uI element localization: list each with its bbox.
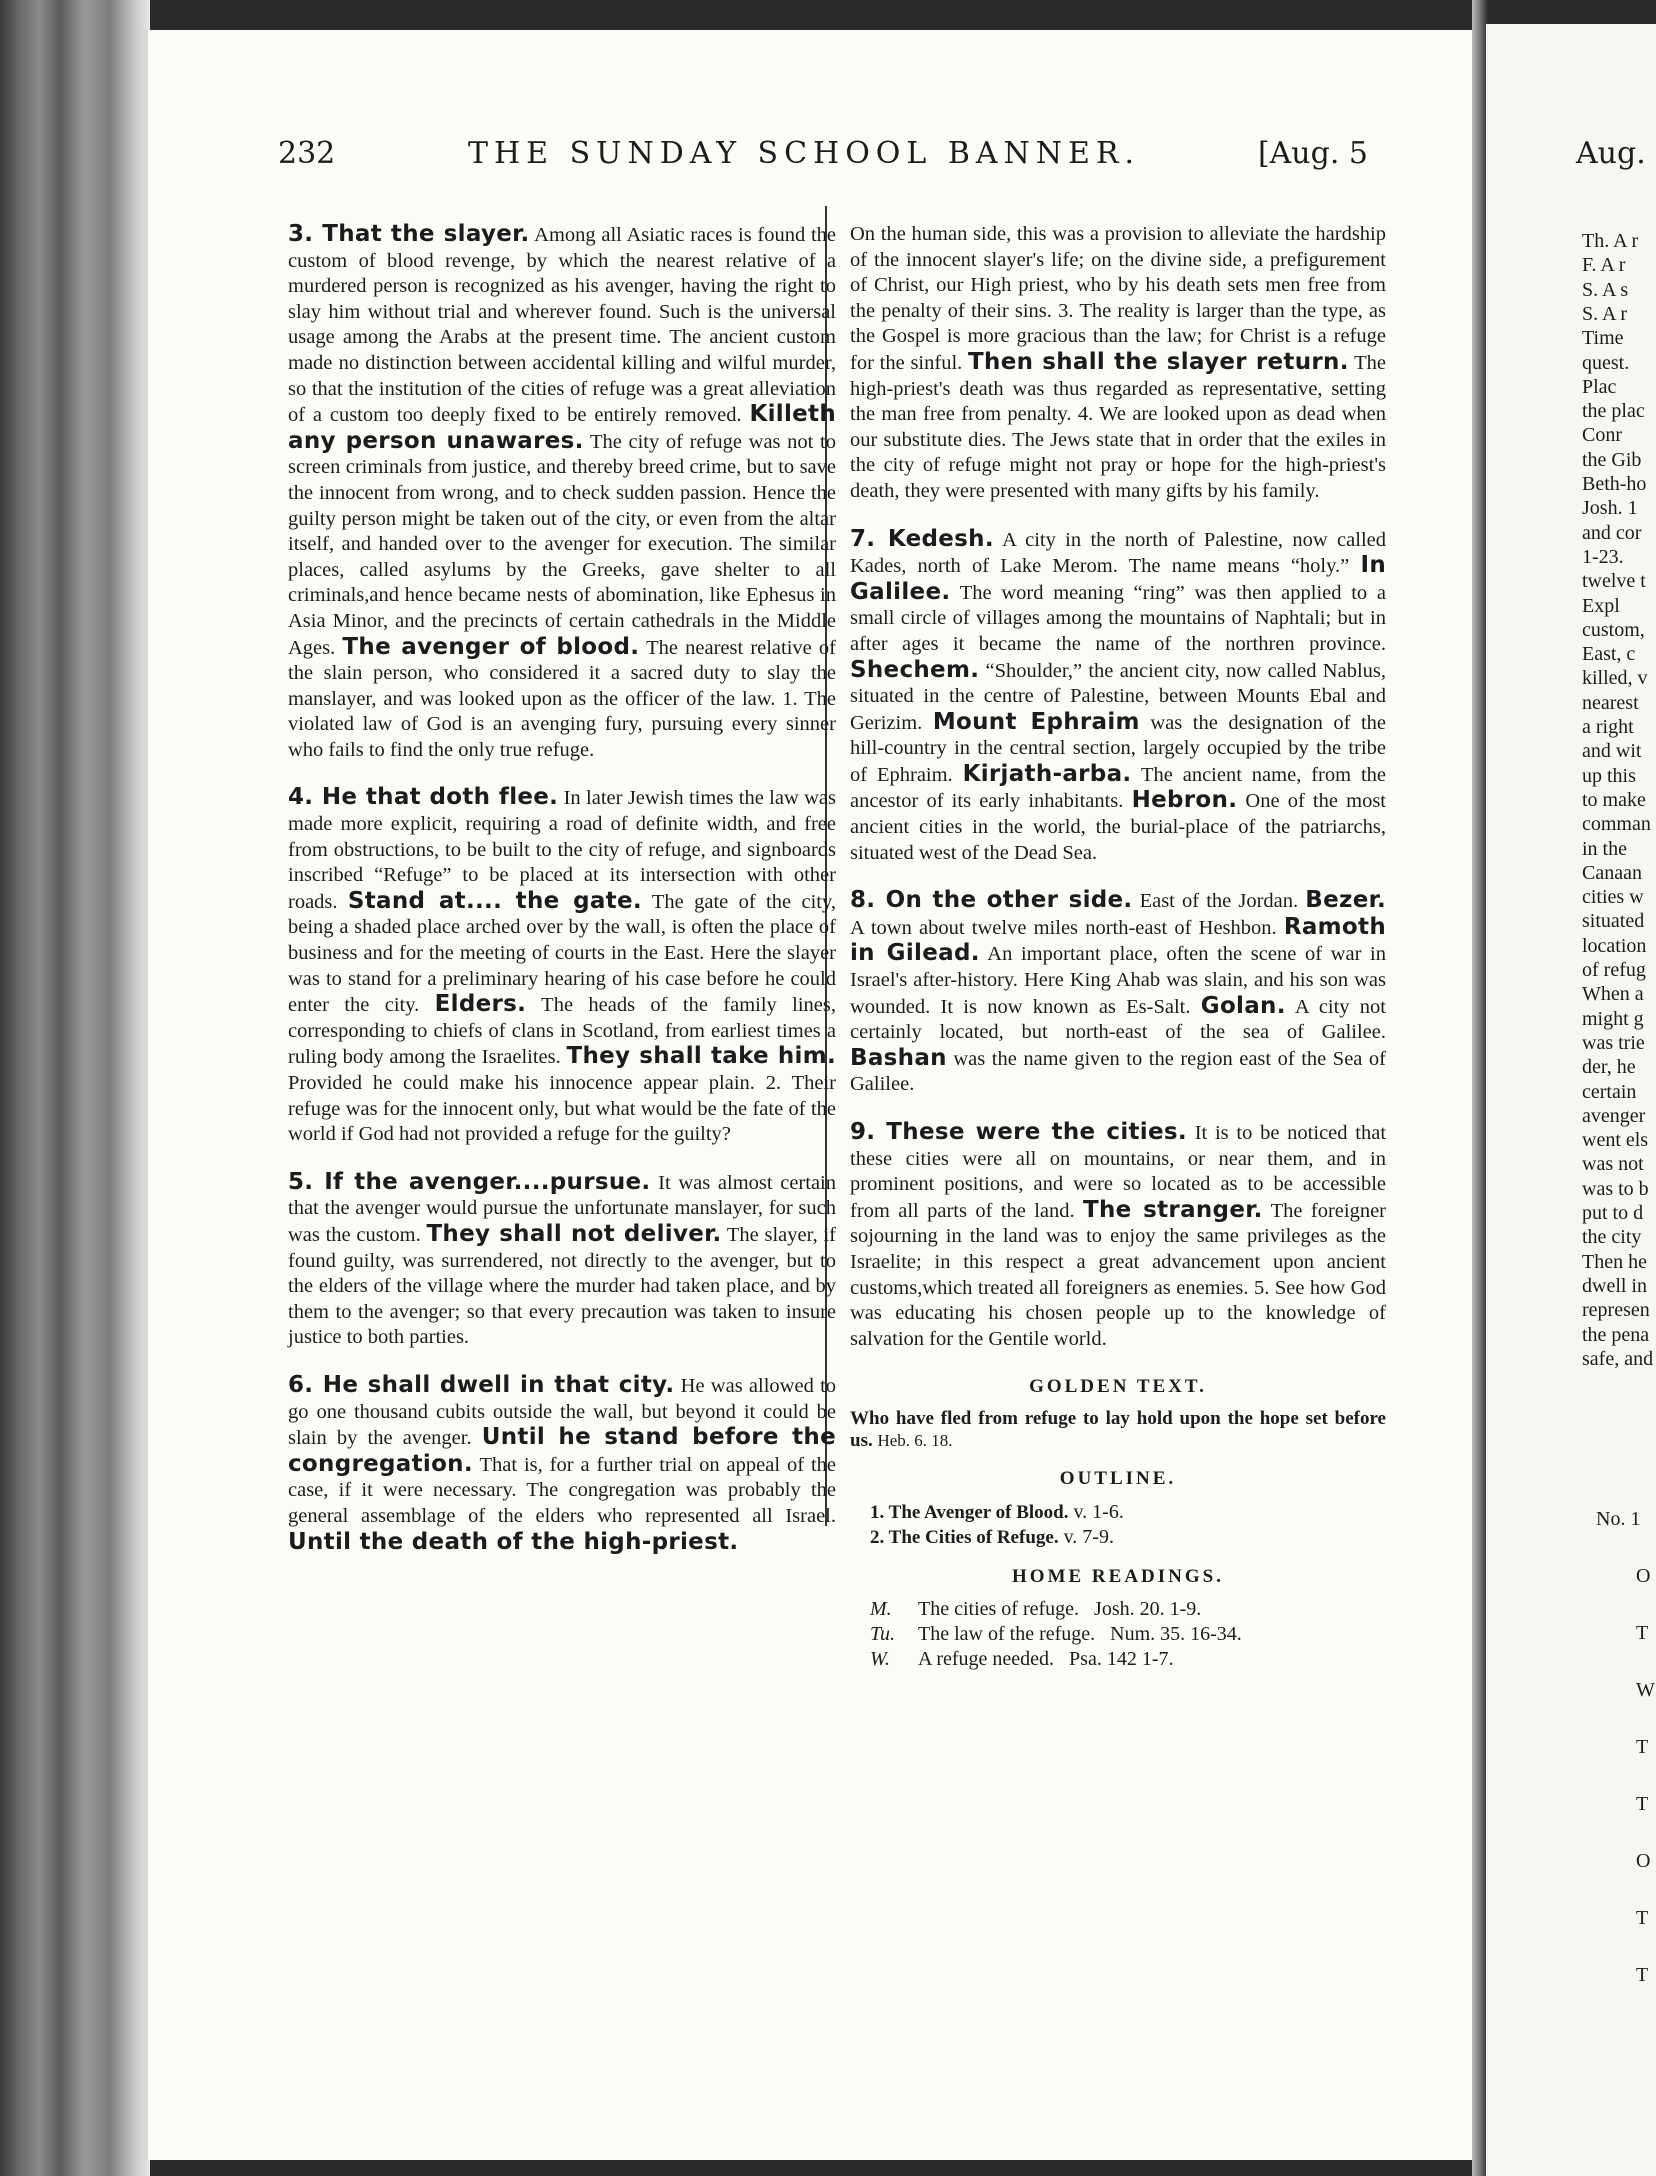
facing-page-line: T bbox=[1636, 1622, 1649, 1644]
facing-page-line: avenger bbox=[1582, 1104, 1646, 1127]
note-heading: The avenger of blood. bbox=[342, 633, 640, 660]
note-heading: Then shall the slayer return. bbox=[968, 348, 1349, 375]
note-text: The nearest relative of the slain person, who considered it a sacred duty to slay the manslayer, and was looked upon as the officer of the law. 1. The violated law of God is an avenging fury, pursuing every sinner who fails to find the only true refuge. bbox=[288, 636, 836, 761]
note-heading: 5. If the avenger....pursue. bbox=[288, 1168, 651, 1195]
facing-page-line: up this bbox=[1582, 764, 1636, 787]
reading-ref: Josh. 20. 1-9. bbox=[1094, 1598, 1202, 1621]
note-heading: Ramoth in Gilead. bbox=[850, 913, 1386, 967]
reading-day: M. bbox=[870, 1598, 892, 1621]
note-text: The slayer, if found guilty, was surrendered, not directly to the avenger, but to the elders of the village where the murder had taken place, and by them to the avenger; so that every precaution was taken to insure justice to both parties. bbox=[288, 1223, 836, 1349]
facing-page-line: T bbox=[1636, 1907, 1649, 1929]
book-spine bbox=[0, 0, 150, 2176]
facing-page-line: the plac bbox=[1582, 400, 1645, 423]
reading-day: W. bbox=[870, 1648, 890, 1671]
facing-page-line: No. 1 bbox=[1596, 1508, 1641, 1530]
outline-list bbox=[870, 1500, 1386, 1550]
note-3 bbox=[288, 222, 836, 763]
facing-page-line: twelve t bbox=[1582, 570, 1646, 593]
note-text: The high-priest's death was thus regarded as representative, setting the man free from penalty. 4. We are looked upon as dead when our substitute dies. The Jews state that in order that the exiles in the city of refuge might not pray or hope for the high-priest's death, they were presented with many gifts by his family. bbox=[850, 351, 1386, 502]
issue-date: [Aug. 5 bbox=[1257, 136, 1368, 171]
reading-item bbox=[870, 1647, 1386, 1672]
outline-ref: v. 7-9. bbox=[1063, 1525, 1114, 1548]
outline-ref: v. 1-6. bbox=[1073, 1500, 1124, 1523]
facing-page-line: nearest bbox=[1582, 691, 1639, 714]
facing-page-line: O bbox=[1636, 1850, 1651, 1872]
golden-text bbox=[850, 1408, 1386, 1452]
outline-label: 2. The Cities of Refuge. bbox=[870, 1526, 1059, 1548]
facing-page-line: Th. A r bbox=[1582, 230, 1639, 252]
facing-page-line: Beth-ho bbox=[1582, 473, 1647, 495]
home-readings-list bbox=[870, 1597, 1386, 1672]
note-heading: Golan. bbox=[1200, 992, 1286, 1019]
right-column bbox=[850, 222, 1386, 1672]
facing-page-line: of refug bbox=[1582, 959, 1646, 981]
reading-ref: Psa. 142 1-7. bbox=[1069, 1648, 1174, 1671]
reading-text: The law of the refuge. bbox=[918, 1623, 1096, 1646]
page-number: 232 bbox=[278, 136, 336, 171]
note-4 bbox=[288, 785, 836, 1147]
golden-text-heading: GOLDEN TEXT. bbox=[1029, 1376, 1207, 1398]
facing-page-line: situated bbox=[1582, 910, 1645, 933]
note-heading: In Galilee. bbox=[850, 552, 1387, 605]
note-5 bbox=[288, 1170, 836, 1351]
facing-page-line: W bbox=[1636, 1679, 1655, 1701]
note-text: A town about twelve miles north-east of Heshbon. bbox=[850, 916, 1277, 939]
outline-item bbox=[870, 1525, 1386, 1550]
facing-page-line: O bbox=[1636, 1565, 1651, 1587]
note-heading: Bezer. bbox=[1305, 887, 1386, 914]
note-heading: Hebron. bbox=[1131, 787, 1238, 814]
facing-page-line: S. A s bbox=[1582, 278, 1629, 301]
note-heading: Shechem. bbox=[850, 656, 980, 683]
facing-page-line: cities w bbox=[1582, 886, 1644, 909]
facing-page-line: put to d bbox=[1582, 1202, 1644, 1224]
reading-day: Tu. bbox=[870, 1623, 896, 1646]
note-text: A city not certainly located, but north-east of the sea of Galilee. bbox=[850, 995, 1386, 1044]
facing-page-line: went els bbox=[1582, 1129, 1649, 1152]
note-text: Among all Asiatic races is found the custom of blood revenge, by which the nearest relative of a murdered person is recognized as his avenger, having the right to slay him without trial and wherever found. Such is the universal usage among the Arabs at the present time. The ancient custom made no distinction between accidental killing and wilful murder, so that the institution of the cities of refuge was a great alleviation of a custom too deeply fixed to be entirely removed. bbox=[288, 224, 837, 427]
left-column bbox=[288, 222, 836, 1578]
facing-page-line: in the bbox=[1582, 837, 1627, 860]
facing-page-line: Time bbox=[1582, 327, 1624, 350]
facing-page-line: the Gib bbox=[1582, 448, 1642, 471]
facing-page-line: 1-23. bbox=[1582, 545, 1624, 568]
note-text: The gate of the city, being a shaded place arched over by the wall, is often the place of business and for the meeting of courts in the East. Here the slayer was to stand for a preliminary hearing of his case before he could enter the city. bbox=[288, 890, 836, 1017]
facing-page-line: Canaan bbox=[1582, 861, 1642, 884]
facing-page-line: certain bbox=[1582, 1080, 1637, 1103]
facing-page-line: der, he bbox=[1582, 1056, 1636, 1079]
reading-item bbox=[870, 1597, 1386, 1622]
note-text: It is to be noticed that these cities were all on mountains, or near them, and in prominent positions, and were so located as to be accessible from all parts of the land. bbox=[850, 1122, 1387, 1222]
note-heading: Bashan bbox=[850, 1044, 947, 1071]
facing-page-line: to make bbox=[1582, 788, 1646, 811]
note-text: was the designation of the hill-country in the central section, largely occupied by the tribe of Ephraim. bbox=[850, 711, 1387, 786]
note-heading: Until the death of the high-priest. bbox=[288, 1528, 739, 1555]
note-text: An important place, often the scene of war in Israel's after-history. Here King Ahab was slain, and his son was wounded. It is now known as Es-Salt. bbox=[850, 943, 1387, 1018]
reading-text: The cities of refuge. bbox=[918, 1598, 1080, 1621]
note-heading: 3. That the slayer. bbox=[288, 221, 530, 247]
facing-page-line: When a bbox=[1582, 983, 1644, 1006]
note-6 bbox=[288, 1373, 836, 1556]
golden-text-verse: Who have fled from refuge to lay hold upon the hope set before us. bbox=[850, 1407, 1386, 1451]
facing-page-line: might g bbox=[1582, 1007, 1644, 1030]
facing-page-line: dwell in bbox=[1582, 1274, 1647, 1297]
outline-label: 1. The Avenger of Blood. bbox=[870, 1501, 1069, 1523]
facing-page-line: location bbox=[1582, 934, 1647, 957]
facing-page-header: Aug. bbox=[1576, 136, 1646, 171]
facing-page bbox=[1486, 24, 1656, 2176]
facing-page-line: was to b bbox=[1582, 1177, 1649, 1200]
note-heading: 4. He that doth flee. bbox=[288, 784, 559, 811]
note-heading: 6. He shall dwell in that city. bbox=[288, 1371, 675, 1398]
note-heading: Kirjath-arba. bbox=[962, 760, 1132, 787]
facing-page-line: T bbox=[1636, 1964, 1649, 1986]
facing-page-line: East, c bbox=[1582, 643, 1636, 666]
reading-text: A refuge needed. bbox=[918, 1648, 1055, 1671]
facing-page-line: S. A r bbox=[1582, 302, 1628, 325]
facing-page-line: comman bbox=[1582, 813, 1651, 836]
page-header bbox=[278, 136, 1368, 176]
note-text: The heads of the family lines, corresponding to chiefs of clans in Scotland, from earliest times a ruling body among the Israelites. bbox=[288, 994, 836, 1069]
facing-page-line: represen bbox=[1582, 1299, 1650, 1322]
note-7 bbox=[850, 527, 1386, 867]
note-heading: Killeth any person unawares. bbox=[288, 401, 837, 454]
note-heading: 8. On the other side. bbox=[850, 887, 1133, 914]
note-text: “Shoulder,” the ancient city, now called Nablus, situated in the centre of Palestine, between Mounts Ebal and Gerizim. bbox=[850, 659, 1387, 734]
facing-page-line: T bbox=[1636, 1793, 1649, 1815]
facing-page-line: safe, and bbox=[1582, 1347, 1654, 1370]
facing-page-line: and wit bbox=[1582, 740, 1642, 763]
note-text: The word meaning “ring” was then applied to a small circle of villages among the mountains of Naphtali; but in after ages it became the name of the northren province. bbox=[850, 581, 1386, 655]
facing-page-line: was not bbox=[1582, 1153, 1644, 1176]
note-text: A city in the north of Palestine, now called Kades, north of Lake Merom. The name means “holy.” bbox=[850, 528, 1386, 578]
facing-page-line: the pena bbox=[1582, 1323, 1650, 1346]
facing-page-line: Josh. 1 bbox=[1582, 497, 1638, 520]
note-text: The ancient name, from the ancestor of its early inhabitants. bbox=[850, 763, 1386, 813]
note-heading: They shall take him. bbox=[566, 1043, 836, 1070]
facing-page-line: Then he bbox=[1582, 1250, 1647, 1273]
note-text: East of the Jordan. bbox=[1139, 890, 1299, 913]
home-readings-heading: HOME READINGS. bbox=[1012, 1565, 1224, 1587]
note-heading: They shall not deliver. bbox=[426, 1220, 722, 1247]
note-heading: 9. These were the cities. bbox=[850, 1119, 1187, 1145]
note-heading: The stranger. bbox=[1083, 1196, 1263, 1223]
note-text: was the name given to the region east of the Sea of Galilee. bbox=[850, 1047, 1386, 1096]
golden-text-reference: Heb. 6. 18. bbox=[877, 1430, 953, 1450]
note-text: It was almost certain that the avenger would pursue the unfortunate manslayer, for such was the custom. bbox=[288, 1171, 836, 1246]
facing-page-line: and cor bbox=[1582, 521, 1642, 544]
note-heading: Elders. bbox=[434, 991, 527, 1018]
reading-ref: Num. 35. 16-34. bbox=[1110, 1623, 1242, 1646]
note-text: The city of refuge was not to screen criminals from justice, and thereby breed crime, but to save the innocent from wrong, and to check sudden passion. Hence the guilty person might be taken out of the city, or even from the altar itself, and handed over to the avenger for execution. The similar places, called asylums by the Greeks, gave shelter to all criminals,and hence became nests of abomination, like Ephesus in Asia Minor, and the precincts of certain cathedrals in the Middle Ages. bbox=[288, 430, 836, 659]
reading-item bbox=[870, 1622, 1386, 1647]
outline-item bbox=[870, 1500, 1386, 1525]
facing-page-line: the city bbox=[1582, 1226, 1642, 1249]
note-heading: Stand at.... the gate. bbox=[347, 887, 642, 914]
note-text: He was allowed to go one thousand cubits outside the wall, but beyond it could be slain by the avenger. bbox=[288, 1374, 837, 1450]
note-6-continued bbox=[850, 222, 1386, 505]
running-title: THE SUNDAY SCHOOL BANNER. bbox=[468, 136, 1141, 171]
facing-page-line: Expl bbox=[1582, 594, 1620, 617]
note-text: One of the most ancient cities in the world, the burial-place of the patriarchs, situated west of the Dead Sea. bbox=[850, 790, 1386, 864]
note-text: That is, for a further trial on appeal of the case, if it were necessary. The congregation was probably the general assemblage of the elders who represented all Israel. bbox=[288, 1453, 836, 1527]
note-9 bbox=[850, 1120, 1386, 1352]
note-8 bbox=[850, 888, 1386, 1098]
note-text: Provided he could make his innocence appear plain. 2. Their refuge was for the innocent only, but what would be the fate of the world if God had not provided a refuge for the guilty? bbox=[288, 1072, 836, 1146]
facing-page-line: killed, v bbox=[1582, 667, 1648, 690]
note-text: The foreigner sojourning in the land was to enjoy the same privileges as the Israelite; in this respect a great advancement upon ancient customs,which treated all foreigners as enemies. 5. See how God was educating his chosen people up to the knowledge of salvation for the Gentile world. bbox=[850, 1199, 1387, 1350]
facing-page-line: F. A r bbox=[1582, 254, 1626, 277]
facing-page-line: was trie bbox=[1582, 1031, 1645, 1054]
note-text: On the human side, this was a provision to alleviate the hardship of the innocent slayer's life; on the divine side, a prefigurement of Christ, our High priest, who by his death sets men free from the penalty of their sins. 3. The reality is larger than the type, as the Gospel is more gracious than the law; for Christ is a refuge for the sinful. bbox=[850, 223, 1386, 374]
note-heading: Until he stand before the congregation. bbox=[288, 1424, 836, 1477]
facing-page-line: T bbox=[1636, 1736, 1649, 1758]
facing-page-line: custom, bbox=[1582, 618, 1645, 641]
note-heading: Mount Ephraim bbox=[932, 708, 1140, 735]
facing-page-line: quest. bbox=[1582, 351, 1630, 374]
note-text: In later Jewish times the law was made more explicit, requiring a road of definite width, and free from obstructions, to be built to the city of refuge, and signboards inscribed “Refuge” to be placed at its intersection with other roads. bbox=[288, 787, 837, 913]
outline-heading: OUTLINE. bbox=[1059, 1467, 1177, 1489]
facing-page-line: Conr bbox=[1582, 424, 1622, 447]
facing-page-line: Plac bbox=[1582, 375, 1617, 398]
note-heading: 7. Kedesh. bbox=[850, 525, 994, 552]
facing-page-line: a right bbox=[1582, 716, 1634, 738]
